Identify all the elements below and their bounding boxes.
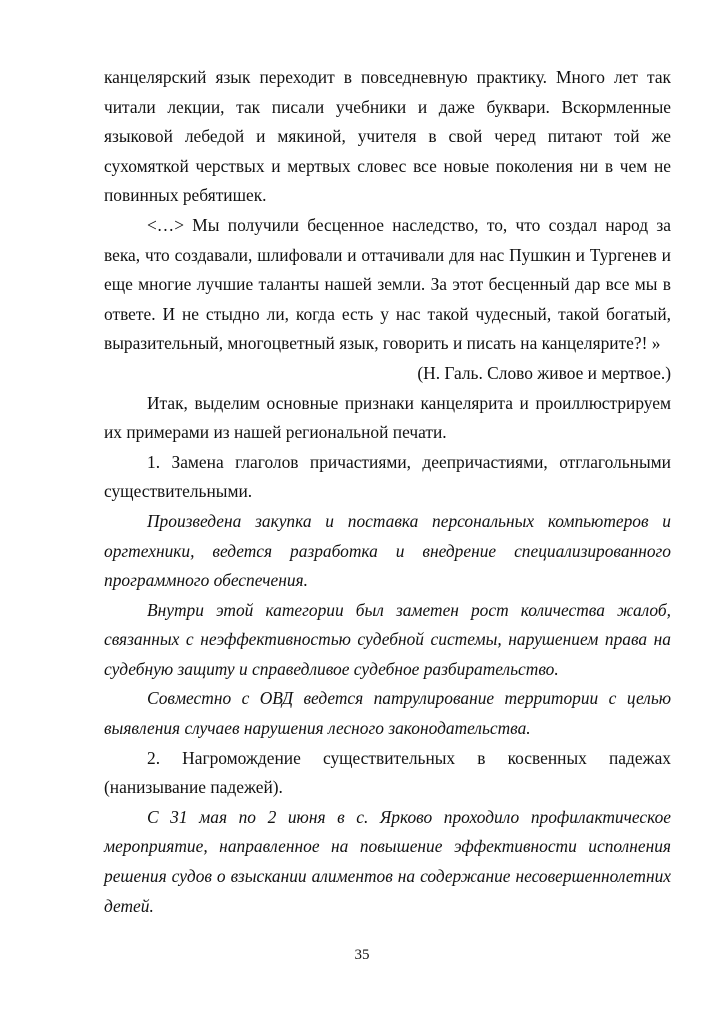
example-4: С 31 мая по 2 июня в с. Ярково проходило профилактическое мероприятие, направленное на повышение эффективности исполнения решения судов о взыскании алиментов на содержание несовершеннолетних детей. [104, 806, 671, 916]
paragraph-continuation: канцелярский язык переходит в повседневную практику. Много лет так читали лекции, так писали учебники и даже буквари. Вскормленные языковой лебедой и мякиной, учителя в свой черед питают той же сухомяткой черствых и мертвых словес все новые поколения ни в чем не повинных ребятишек. [104, 67, 671, 206]
list-item-2: 2. Нагромождение существительных в косвенных падежах (нанизывание падежей). [104, 747, 671, 798]
intro-paragraph: Итак, выделим основные признаки канцелярита и проиллюстрируем их примерами из нашей региональной печати. [104, 392, 671, 443]
quote-paragraph: <…> Мы получили бесценное наследство, то, что создал народ за века, что создавали, шлифовали и оттачивали для нас Пушкин и Тургенев и еще многие лучшие таланты нашей земли. За этот бесценный дар все мы в ответе. И не стыдно ли, когда есть у нас такой чудесный, такой богатый, выразительный, многоцветный язык, говорить и писать на канцелярите?! » [104, 214, 671, 354]
document-body [104, 63, 671, 921]
example-1: Произведена закупка и поставка персональных компьютеров и оргтехники, ведется разработка и внедрение специализированного программного обеспечения. [104, 510, 671, 591]
page-number: 35 [354, 947, 370, 963]
list-item-1: 1. Замена глаголов причастиями, деепричастиями, отглагольными существительными. [104, 451, 671, 502]
example-3: Совместно с ОВД ведется патрулирование территории с целью выявления случаев нарушения лесного законодательства. [104, 688, 671, 739]
example-2: Внутри этой категории был заметен рост количества жалоб, связанных с неэффективностью судебной системы, нарушением права на судебную защиту и справедливое судебное разбирательство. [104, 599, 671, 679]
quote-citation: (Н. Галь. Слово живое и мертвое.) [417, 362, 671, 383]
